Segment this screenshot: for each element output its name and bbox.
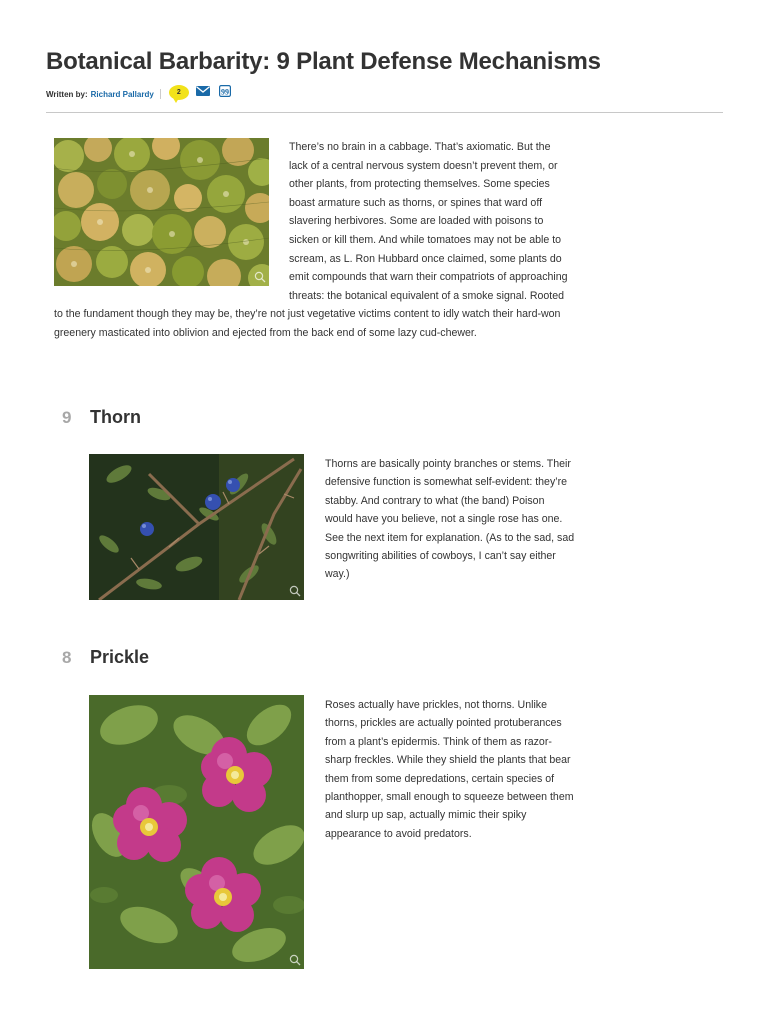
- item-title: Prickle: [90, 647, 150, 667]
- byline: [46, 84, 231, 104]
- byline-label: Written by:: [46, 89, 88, 99]
- quote-icon[interactable]: [219, 85, 231, 97]
- intro-cactus-image[interactable]: [54, 138, 269, 286]
- header-divider: [46, 112, 723, 113]
- item-number: 8: [62, 648, 72, 667]
- article-title: Botanical Barbarity: 9 Plant Defense Mechanisms: [46, 48, 601, 75]
- item-9-heading: [62, 407, 141, 428]
- intro-text: There’s no brain in a cabbage. That’s axiomatic. But the lack of a central nervous system doesn’t prevent them, or other plants, from protecting themselves. Some species boast armature such as thorns, or spines that ward off slavering herbivores. Some are loaded with poisons to sicken or kill them. And while tomatoes may not be able to scream, as L. Ron Hubbard once claimed, some plants do emit compounds that warn their compatriots of approaching threats: the botanical equivalent of a smoke signal. Rooted to the fundament though they may be, they’re not just vegetative victims content to idly watch their hard-won greenery masticated into oblivion and ejected from the back end of some lazy cud-chewer.: [54, 141, 568, 339]
- item-9-text: Thorns are basically pointy branches or stems. Their defensive function is somewhat self-evident: they’re stabby. And contrary to what (the band) Poison would have you believe, not a single rose has one. See the next item for explanation. (As to the sad, sad songwriting abilities of cowboys, I can’t say either way.): [325, 458, 575, 581]
- item-8-text: Roses actually have prickles, not thorns. Unlike thorns, prickles are actually pointed protuberances from a plant’s epidermis. Think of them as razor-sharp freckles. While they shield the plants that bear them from some depredations, certain species of planthopper, small enough to squeeze between them and slurp up sap, actually mimic their spiky appearance to avoid predators.: [325, 699, 574, 840]
- author-link[interactable]: Richard Pallardy: [90, 89, 154, 99]
- envelope-icon[interactable]: [196, 86, 210, 96]
- item-title: Thorn: [90, 407, 141, 427]
- item-8-heading: [62, 647, 149, 668]
- item-number: 9: [62, 408, 72, 427]
- comment-count: 2: [176, 88, 181, 96]
- thorn-image[interactable]: [89, 454, 304, 600]
- magnifier-icon[interactable]: [254, 271, 266, 283]
- svg-text:99: 99: [220, 87, 229, 97]
- magnifier-icon[interactable]: [289, 954, 301, 966]
- magnifier-icon[interactable]: [289, 585, 301, 597]
- comments-button[interactable]: [169, 85, 189, 100]
- prickle-image[interactable]: [89, 695, 304, 969]
- intro-paragraph: [54, 138, 572, 343]
- byline-divider: [160, 89, 161, 99]
